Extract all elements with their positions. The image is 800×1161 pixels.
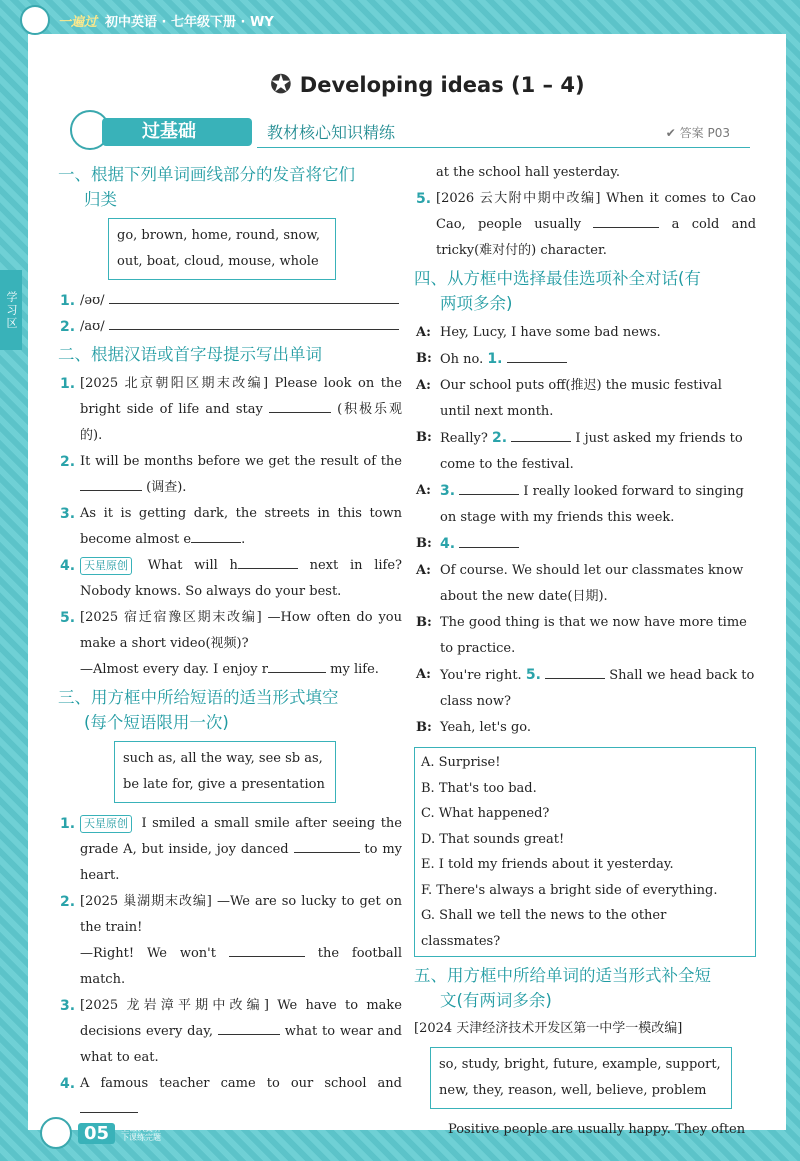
- section-4-heading-line1: 四、从方框中选择最佳选项补全对话(有: [414, 269, 701, 288]
- q-text: my life.: [330, 662, 379, 677]
- section-1-heading-line2: 归类: [84, 190, 117, 209]
- speaker-label: B:: [416, 720, 432, 735]
- s3-q3: [58, 993, 402, 1071]
- footer: [40, 1117, 161, 1149]
- q-number: 1.: [60, 816, 76, 832]
- q-text: to my heart.: [80, 842, 402, 883]
- option-item: F. There's always a bright side of everything.: [421, 882, 718, 898]
- subject-label: 初中英语 · 七年级下册 · WY: [105, 14, 274, 30]
- dialogue-line: [414, 346, 756, 373]
- section-banner: [62, 116, 750, 148]
- dialogue-text: Oh no.: [440, 352, 484, 367]
- q-text: A famous teacher came to our school and: [80, 1076, 402, 1091]
- q-number: 5.: [525, 667, 541, 683]
- word-box-5-line2: new, they, reason, well, believe, problem: [439, 1083, 707, 1098]
- q-text: [2025 龙岩漳平期中改编] We have to make decisions every day,: [80, 998, 402, 1039]
- s2-q3: [58, 501, 402, 553]
- q-text: the football match.: [80, 946, 402, 987]
- footer-slogan-line1: 上课认真听: [121, 1124, 162, 1133]
- dialogue-line: [414, 715, 756, 741]
- phrase-box-line1: such as, all the way, see sb as,: [123, 751, 323, 766]
- footer-slogan-line2: 下课练完题: [121, 1133, 162, 1142]
- phrase-box: [114, 741, 336, 803]
- star-icon: ✪: [270, 70, 292, 100]
- option-item: C. What happened?: [421, 806, 550, 821]
- answer-blank[interactable]: [80, 476, 142, 491]
- dialogue-text: Of course. We should let our classmates know about the new date(日期).: [440, 563, 744, 604]
- q-text: [2025 巢湖期末改编] —We are so lucky to get on the train!: [80, 894, 402, 935]
- q-number: 2.: [60, 454, 76, 470]
- page-number: 05: [78, 1123, 115, 1144]
- s3-q1: [58, 811, 402, 889]
- answer-blank[interactable]: [218, 1020, 280, 1035]
- answer-ref-text: 答案 P03: [679, 126, 730, 140]
- answer-blank[interactable]: [545, 664, 605, 679]
- dialogue-line: [414, 373, 756, 425]
- dialogue-line: [414, 531, 756, 558]
- dialogue-text: Yeah, let's go.: [440, 720, 532, 735]
- brand-name: 一遍过: [58, 14, 98, 30]
- section-4-heading-line2: 两项多余): [440, 294, 513, 313]
- answer-blank[interactable]: [238, 554, 298, 569]
- answer-blank[interactable]: [269, 398, 331, 413]
- s3-q4: [58, 1071, 402, 1123]
- section-3-heading: [58, 685, 402, 735]
- mascot-icon: [20, 5, 50, 35]
- s2-q5: [58, 605, 402, 683]
- dialogue-line: [414, 610, 756, 662]
- word-box-5-line1: so, study, bright, future, example, support,: [439, 1057, 721, 1072]
- section-3-heading-line2: (每个短语限用一次): [84, 713, 229, 732]
- original-badge: 天星原创: [80, 815, 132, 833]
- speaker-label: A:: [416, 563, 431, 578]
- options-box: [414, 747, 756, 957]
- q-text: next in life? Nobody knows. So always do your best.: [80, 558, 402, 599]
- s3-q5: [414, 186, 756, 264]
- answer-blank[interactable]: [507, 348, 567, 363]
- q-text: what to wear and what to eat.: [80, 1024, 402, 1065]
- s2-q2: [58, 449, 402, 501]
- left-column: [58, 160, 402, 1123]
- word-box-5: [430, 1047, 732, 1109]
- section-5-heading-line1: 五、用方框中所给单词的适当形式补全短: [414, 966, 711, 985]
- mascot-icon: [40, 1117, 72, 1149]
- q-number: 3.: [440, 483, 456, 499]
- dialogue-text: Our school puts off(推迟) the music festival until next month.: [440, 378, 722, 419]
- section-1-heading-line1: 一、根据下列单词画线部分的发音将它们: [58, 165, 355, 184]
- dialogue: [414, 320, 756, 741]
- q-number: 4.: [60, 1076, 76, 1092]
- q-number: 3.: [60, 998, 76, 1014]
- running-header: [20, 8, 274, 32]
- q-text: What will h: [147, 558, 238, 573]
- q-number: 2.: [60, 319, 76, 335]
- phrase-box-line2: be late for, give a presentation: [123, 777, 325, 792]
- dialogue-text: Really?: [440, 431, 488, 446]
- section-1-heading: [58, 162, 402, 212]
- section-5-heading: [414, 963, 756, 1013]
- s2-q1: [58, 371, 402, 449]
- q-text: [2025 宿迁宿豫区期末改编] —How often do you make a short video(视频)?: [80, 610, 402, 651]
- option-item: A. Surprise!: [421, 755, 501, 770]
- answer-blank[interactable]: [109, 315, 399, 330]
- phonetic: /əʊ/: [80, 293, 105, 308]
- dialogue-text: Hey, Lucy, I have some bad news.: [440, 325, 661, 340]
- check-icon: ✔: [665, 126, 680, 140]
- dialogue-line: [414, 478, 756, 531]
- speaker-label: B:: [416, 536, 432, 551]
- answer-blank[interactable]: [268, 658, 326, 673]
- q-text: [2025 北京朝阳区期末改编] Please look on the bright side of life and stay: [80, 376, 402, 417]
- dialogue-text: I really looked forward to singing on stage with my friends this week.: [440, 484, 744, 525]
- side-tab: 学习区: [0, 270, 22, 350]
- q-text: As it is getting dark, the streets in this town become almost e: [80, 506, 402, 547]
- answer-blank[interactable]: [511, 427, 571, 442]
- original-badge: 天星原创: [80, 557, 132, 575]
- option-item: B. That's too bad.: [421, 780, 537, 796]
- word-box-1: [108, 218, 336, 280]
- speaker-label: B:: [416, 430, 432, 445]
- q-number: 4.: [60, 558, 76, 574]
- word-box-1-line2: out, boat, cloud, mouse, whole: [117, 254, 319, 269]
- option-item: D. That sounds great!: [421, 831, 565, 847]
- answer-blank[interactable]: [294, 838, 360, 853]
- q-text: —Almost every day. I enjoy r: [80, 662, 268, 677]
- s2-q4: [58, 553, 402, 605]
- q-number: 1.: [60, 293, 76, 309]
- q-number: 5.: [416, 191, 432, 207]
- q-number: 2.: [60, 894, 76, 910]
- q-text: at the school hall yesterday.: [436, 165, 621, 180]
- q-text: It will be months before we get the result of the: [80, 454, 402, 469]
- banner-tag: 过基础: [102, 118, 252, 146]
- option-item: E. I told my friends about it yesterday.: [421, 857, 674, 872]
- word-box-1-line1: go, brown, home, round, snow,: [117, 228, 320, 243]
- answer-blank[interactable]: [593, 213, 659, 228]
- answer-reference: [666, 124, 730, 141]
- section-2-heading: 二、根据汉语或首字母提示写出单词: [58, 345, 322, 364]
- q-number: 3.: [60, 506, 76, 522]
- dialogue-line: [414, 425, 756, 478]
- q-number: 4.: [440, 536, 456, 552]
- lesson-title-block: [270, 70, 585, 100]
- q-number: 2.: [492, 430, 508, 446]
- speaker-label: B:: [416, 615, 432, 630]
- dialogue-line: [414, 662, 756, 715]
- s1-q1: [58, 288, 402, 314]
- right-column: [414, 160, 756, 1143]
- dialogue-text: The good thing is that we now have more time to practice.: [440, 615, 747, 656]
- lesson-title: Developing ideas (1 – 4): [299, 73, 585, 97]
- dialogue-line: [414, 320, 756, 346]
- q-text: [2026 云大附中期中改编] When it comes to Cao Cao, people usually: [436, 191, 756, 232]
- section-4-heading: [414, 266, 756, 316]
- answer-blank[interactable]: [229, 942, 305, 957]
- speaker-label: A:: [416, 483, 431, 498]
- answer-blank[interactable]: [459, 480, 519, 495]
- s3-q4-continued: [414, 160, 756, 186]
- phonetic: /aʊ/: [80, 319, 105, 334]
- q-text: (调查).: [146, 480, 187, 495]
- s3-q2: [58, 889, 402, 993]
- q-text: —Right! We won't: [80, 946, 216, 961]
- answer-blank[interactable]: [80, 1098, 138, 1113]
- footer-slogan: [121, 1124, 161, 1142]
- dialogue-line: [414, 558, 756, 610]
- q-number: 5.: [60, 610, 76, 626]
- answer-blank[interactable]: [109, 289, 399, 304]
- passage-source: [2024 天津经济技术开发区第一中学一模改编]: [414, 1021, 683, 1036]
- speaker-label: A:: [416, 667, 431, 682]
- q-text: I smiled a small smile after seeing the grade A, but inside, joy danced: [80, 816, 402, 857]
- q-text: (积极乐观的).: [80, 402, 402, 443]
- speaker-label: A:: [416, 378, 431, 393]
- banner-rule: [257, 147, 750, 148]
- s1-q2: [58, 314, 402, 340]
- answer-blank[interactable]: [459, 533, 519, 548]
- passage-text: Positive people are usually happy. They often: [448, 1122, 746, 1137]
- speaker-label: A:: [416, 325, 431, 340]
- option-item: G. Shall we tell the news to the other classmates?: [421, 908, 667, 949]
- q-number: 1.: [487, 351, 503, 367]
- q-text: a cold and tricky(难对付的) character.: [436, 217, 757, 258]
- section-5-heading-line2: 文(有两词多余): [440, 991, 552, 1010]
- dialogue-text: I just asked my friends to come to the festival.: [440, 431, 743, 472]
- speaker-label: B:: [416, 351, 432, 366]
- dialogue-text: Shall we head back to class now?: [440, 668, 755, 709]
- dialogue-text: You're right.: [440, 668, 522, 683]
- section-3-heading-line1: 三、用方框中所给短语的适当形式填空: [58, 688, 339, 707]
- q-number: 1.: [60, 376, 76, 392]
- q-text: .: [241, 532, 246, 547]
- answer-blank[interactable]: [191, 528, 241, 543]
- banner-subtitle: 教材核心知识精练: [267, 123, 396, 142]
